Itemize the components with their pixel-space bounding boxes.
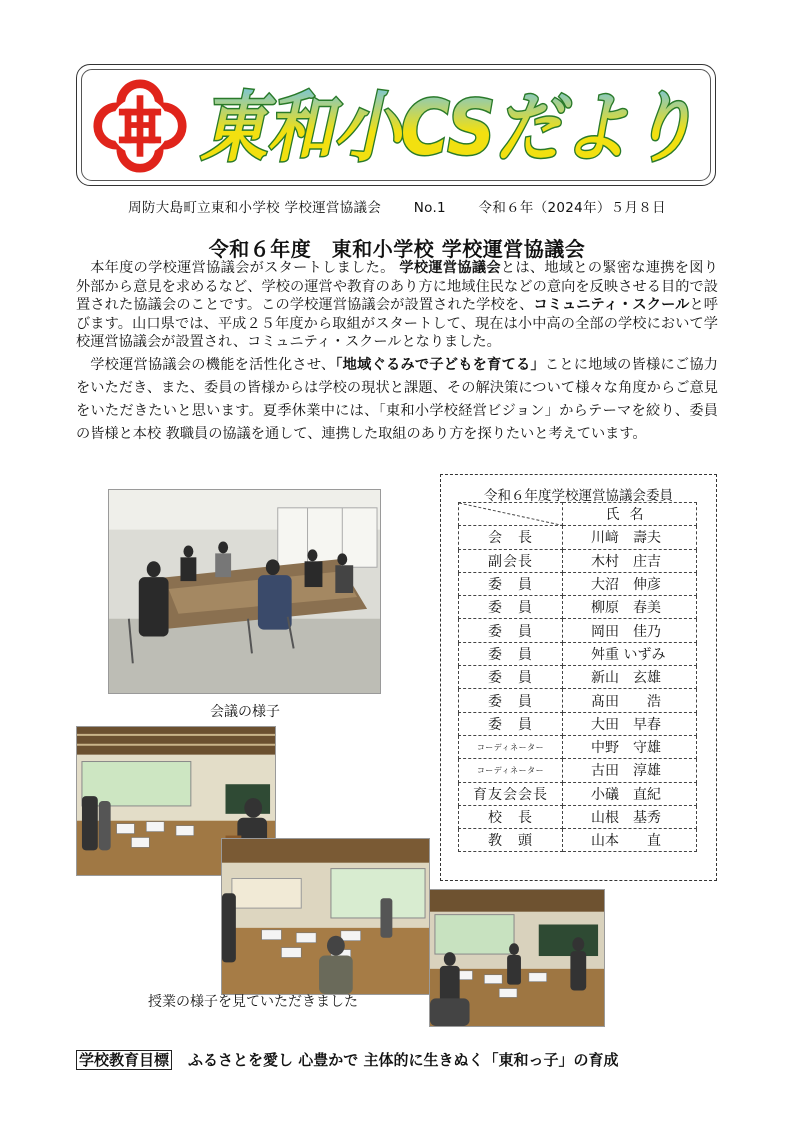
member-name: 大田 早春 — [563, 712, 697, 735]
crest-graphic — [92, 78, 188, 174]
member-name: 山本 直 — [563, 829, 697, 852]
p2-text-c: ことに地域の皆様にご協力をいただき、また、委員の皆様からは学校の現状と課題、その解決策について様々な角度からご意見をいただきたいと思います。夏季休業中には、「東和小学校経営ビジョン」からテーマを絞り、委員の皆様と本校 教職員の協議を通して、連携した取組のあり方を探りたいと考えています。 — [76, 356, 718, 442]
member-role: 委 員 — [459, 712, 563, 735]
committee-member-row — [459, 712, 697, 735]
p2-emphasis-slogan: 「地域ぐるみで子どもを育てる」 — [335, 356, 545, 373]
committee-member-row — [459, 572, 697, 595]
committee-member-row — [459, 619, 697, 642]
committee-member-row — [459, 549, 697, 572]
committee-header-row — [459, 503, 697, 526]
member-role: 委 員 — [459, 619, 563, 642]
classroom-photo-2 — [221, 838, 430, 995]
newsletter-title-text: 東和小CSだより — [200, 83, 696, 172]
member-role: 委 員 — [459, 666, 563, 689]
member-name: 髙田 浩 — [563, 689, 697, 712]
committee-member-row — [459, 526, 697, 549]
committee-member-rows — [459, 526, 697, 852]
member-name: 山根 基秀 — [563, 805, 697, 828]
goal-text: ふるさとを愛し 心豊かで 主体的に生きぬく「東和っ子」の育成 — [188, 1051, 619, 1069]
committee-member-row — [459, 759, 697, 782]
member-name: 木村 庄吉 — [563, 549, 697, 572]
member-name: 新山 玄雄 — [563, 666, 697, 689]
p1-text-a: 本年度の学校運営協議会がスタートしました。 — [90, 260, 395, 276]
school-goal — [76, 1049, 618, 1070]
meeting-photo — [108, 489, 381, 694]
member-name: 舛重 いずみ — [563, 642, 697, 665]
member-name: 古田 淳雄 — [563, 759, 697, 782]
committee-member-row — [459, 596, 697, 619]
diagonal-divider — [459, 503, 562, 525]
goal-label: 学校教育目標 — [76, 1050, 172, 1070]
newsletter-title — [194, 74, 704, 174]
member-role: コーディネーター — [459, 759, 563, 782]
paragraph-1 — [76, 259, 718, 352]
member-role: 委 員 — [459, 572, 563, 595]
issue-date: 令和６年（2024年）５月８日 — [478, 200, 666, 216]
member-name: 柳原 春美 — [563, 596, 697, 619]
p1-text-e: と呼びます。山口県では、平成２５年度から取組がスタートして、現在は小中高の全部の学校において学校運営協議会が設置され、コミュニティ・スクールとなりました。 — [76, 297, 718, 351]
article-headline: 令和６年度 東和小学校 学校運営協議会 — [208, 237, 586, 261]
committee-member-row — [459, 689, 697, 712]
p1-emphasis-council: 学校運営協議会 — [399, 260, 501, 276]
member-role: 育友会会長 — [459, 782, 563, 805]
committee-member-row — [459, 642, 697, 665]
member-role: 副会長 — [459, 549, 563, 572]
committee-member-row — [459, 735, 697, 758]
committee-member-row — [459, 805, 697, 828]
classes-photo-caption: 授業の様子を見ていただきました — [148, 994, 358, 1010]
article-body — [76, 259, 718, 446]
issue-number: No.1 — [413, 200, 446, 216]
member-role: 委 員 — [459, 689, 563, 712]
member-role: 委 員 — [459, 642, 563, 665]
committee-member-row — [459, 829, 697, 852]
member-role: 会 長 — [459, 526, 563, 549]
p1-text-c: とは、地域との緊密な連携を図り外部から意見を求めるなど、学校の運営や教育のあり方に地域住民などの意向を反映させる目的で設置された協議会のことです。この学校運営協議会が設置された学校を、 — [76, 260, 718, 314]
member-name: 川﨑 壽夫 — [563, 526, 697, 549]
member-role: 校 長 — [459, 805, 563, 828]
member-name: 中野 守雄 — [563, 735, 697, 758]
member-role: 委 員 — [459, 596, 563, 619]
header-role-cell — [459, 503, 563, 526]
member-name: 大沼 伸彦 — [563, 572, 697, 595]
committee-table — [458, 502, 697, 852]
p2-text-a: 学校運営協議会の機能を活性化させ、 — [90, 356, 336, 373]
member-name: 小礒 直紀 — [563, 782, 697, 805]
member-role: 教 頭 — [459, 829, 563, 852]
publication-info — [0, 196, 794, 216]
meeting-photo-caption: 会議の様子 — [210, 704, 280, 720]
p1-emphasis-community-school: コミュニティ・スクール — [533, 297, 690, 314]
header-name-cell: 氏名 — [563, 503, 697, 526]
committee-title: 令和６年度学校運営協議会委員 — [484, 488, 673, 504]
member-name: 岡田 佳乃 — [563, 619, 697, 642]
school-crest-icon — [92, 78, 188, 174]
committee-member-row — [459, 782, 697, 805]
member-role: コーディネーター — [459, 735, 563, 758]
classroom-photo-3 — [429, 889, 605, 1027]
paragraph-2 — [76, 354, 718, 446]
committee-member-row — [459, 666, 697, 689]
publisher-name: 周防大島町立東和小学校 学校運営協議会 — [128, 200, 382, 216]
